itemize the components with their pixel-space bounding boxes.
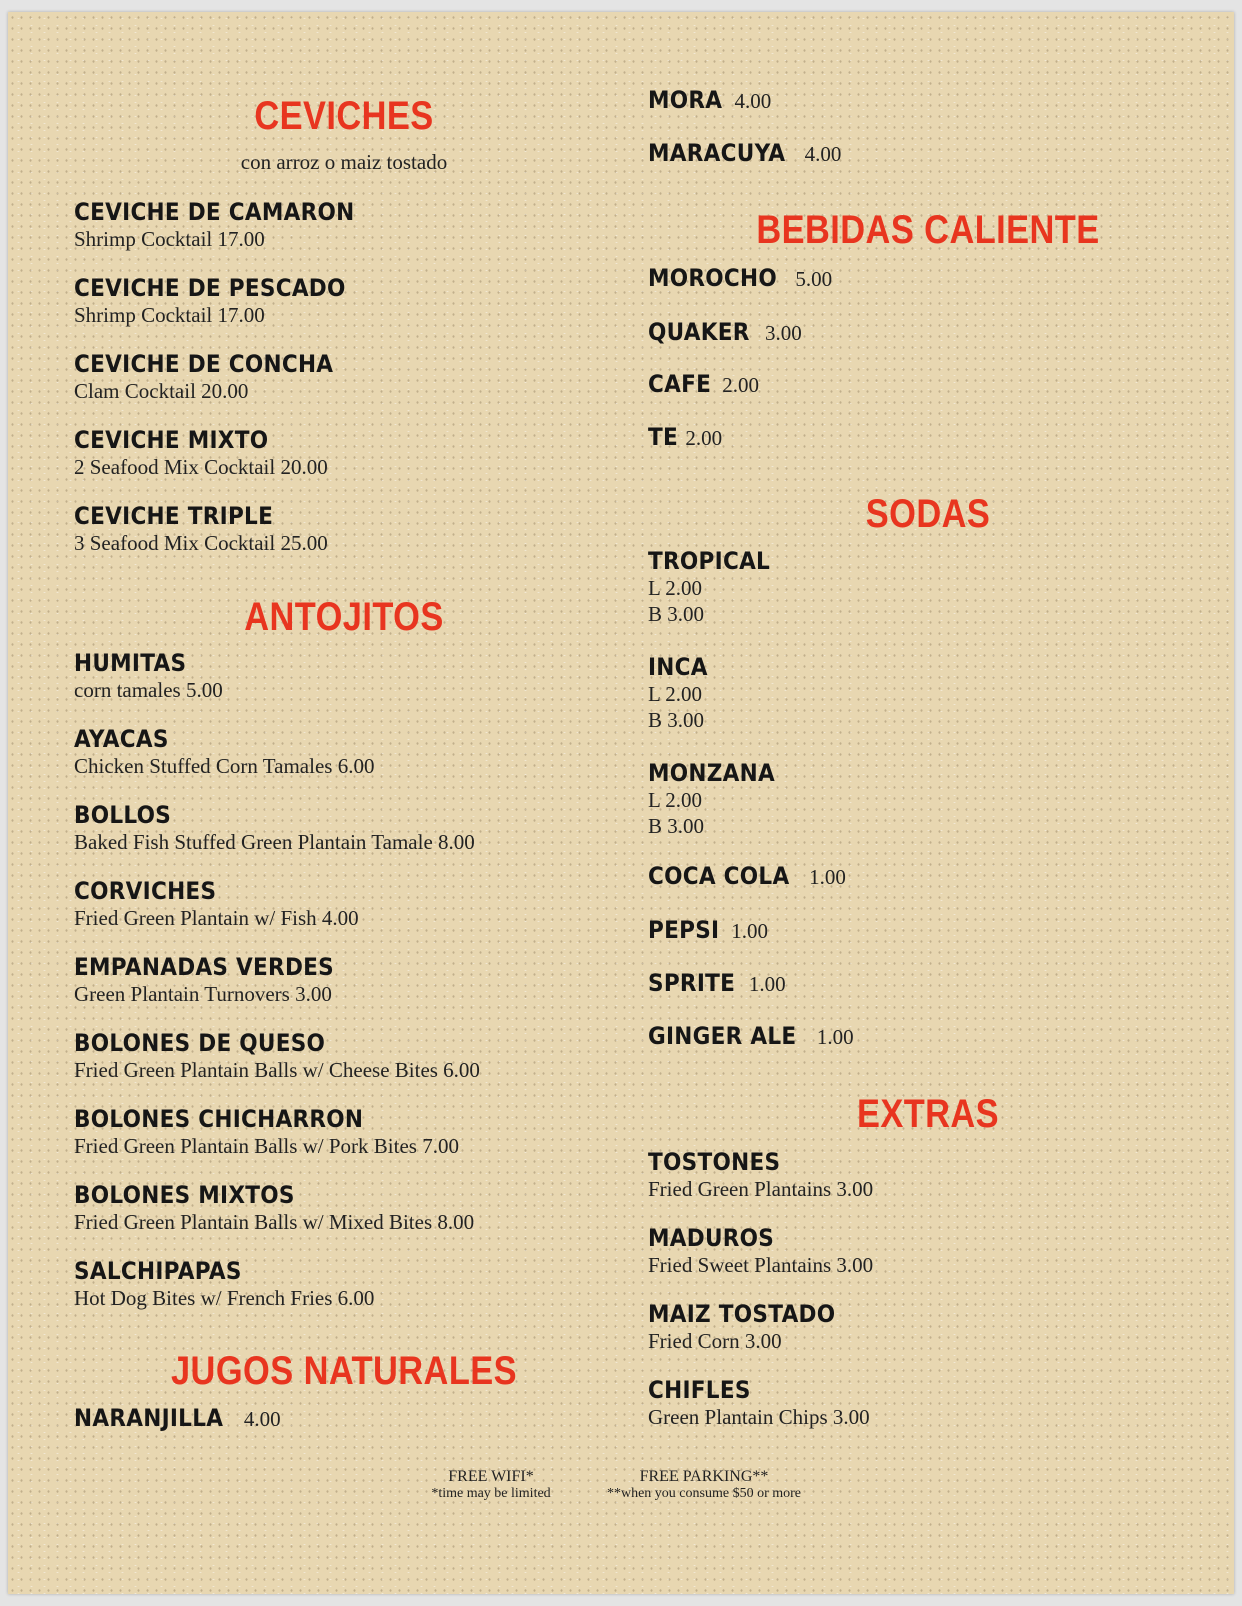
item-name: TOSTONES — [648, 1148, 781, 1176]
wifi-note: *time may be limited — [431, 1486, 551, 1501]
menu-item — [648, 1148, 873, 1202]
menu-item — [648, 423, 722, 451]
item-name: MOROCHO — [648, 264, 778, 292]
item-price: 5.00 — [795, 267, 833, 291]
item-desc: Shrimp Cocktail 17.00 — [74, 303, 265, 327]
item-price: 4.00 — [734, 89, 772, 113]
menu-item — [648, 862, 846, 890]
item-name: QUAKER — [648, 318, 750, 346]
menu-item — [74, 1404, 281, 1432]
item-desc: Baked Fish Stuffed Green Plantain Tamale 8.00 — [74, 830, 475, 854]
item-name: MORA — [648, 86, 723, 114]
menu-item — [648, 653, 714, 733]
menu-item — [648, 1300, 856, 1354]
antojitos-heading: ANTOJITOS — [244, 595, 444, 639]
menu-item — [648, 318, 802, 346]
item-price: 4.00 — [243, 1407, 281, 1431]
item-price: 4.00 — [804, 142, 842, 166]
extras-heading: EXTRAS — [856, 1092, 1000, 1136]
menu-item — [74, 801, 475, 855]
item-name: BOLONES CHICHARRON — [74, 1105, 364, 1133]
menu-item — [648, 916, 768, 944]
price-bottle: B 3.00 — [648, 814, 705, 838]
jugos-heading: JUGOS NATURALES — [170, 1349, 518, 1393]
menu-item — [648, 370, 759, 398]
menu-item — [74, 502, 328, 556]
item-name: CEVICHE DE CAMARON — [74, 198, 355, 226]
item-name: CEVICHE DE CONCHA — [74, 350, 334, 378]
item-desc: corn tamales 5.00 — [74, 678, 223, 702]
price-large: L 2.00 — [648, 788, 703, 812]
item-name: NARANJILLA — [74, 1404, 224, 1432]
item-desc: Shrimp Cocktail 17.00 — [74, 227, 265, 251]
wifi-label: FREE WIFI* — [448, 1468, 534, 1485]
price-bottle: B 3.00 — [648, 602, 705, 626]
menu-item — [648, 139, 841, 167]
menu-item — [648, 1022, 854, 1050]
item-desc: Fried Green Plantains 3.00 — [648, 1177, 874, 1201]
item-name: BOLONES MIXTOS — [74, 1181, 295, 1209]
item-desc: 3 Seafood Mix Cocktail 25.00 — [74, 531, 328, 555]
item-name: MAIZ TOSTADO — [648, 1300, 836, 1328]
item-name: CEVICHE DE PESCADO — [74, 274, 346, 302]
menu-item — [648, 547, 784, 627]
item-price: 1.00 — [748, 972, 786, 996]
item-name: HUMITAS — [74, 649, 187, 677]
menu-item — [648, 969, 786, 997]
price-large: L 2.00 — [648, 576, 703, 600]
item-desc: Clam Cocktail 20.00 — [74, 379, 249, 403]
item-desc: Fried Green Plantain Balls w/ Mixed Bites 8.00 — [74, 1210, 475, 1234]
item-price: 1.00 — [816, 1025, 854, 1049]
item-name: SPRITE — [648, 969, 736, 997]
menu-item — [74, 877, 359, 931]
menu-item — [648, 264, 832, 292]
menu-item — [74, 1029, 480, 1083]
item-price: 2.00 — [685, 426, 723, 450]
menu-page — [8, 12, 1234, 1594]
menu-item — [74, 274, 376, 328]
item-name: CHIFLES — [648, 1376, 751, 1404]
parking-label: FREE PARKING** — [639, 1468, 769, 1485]
sodas-heading: SODAS — [865, 492, 991, 536]
menu-item — [74, 1181, 474, 1235]
item-name: GINGER ALE — [648, 1022, 797, 1050]
price-large: L 2.00 — [648, 682, 703, 706]
item-name: MARACUYA — [648, 139, 786, 167]
item-name: EMPANADAS VERDES — [74, 953, 335, 981]
item-name: AYACAS — [74, 725, 169, 753]
item-name: TE — [648, 423, 679, 451]
item-name: CEVICHE MIXTO — [74, 426, 269, 454]
item-name: MADUROS — [648, 1224, 775, 1252]
item-price: 3.00 — [765, 321, 802, 345]
parking-note: **when you consume $50 or more — [606, 1486, 802, 1501]
item-desc: Green Plantain Turnovers 3.00 — [74, 982, 332, 1006]
item-desc: Fried Green Plantain Balls w/ Pork Bites 7.00 — [74, 1134, 459, 1158]
item-desc: Green Plantain Chips 3.00 — [648, 1405, 870, 1429]
menu-item — [74, 198, 386, 252]
item-desc: 2 Seafood Mix Cocktail 20.00 — [74, 455, 328, 479]
item-desc: Fried Corn 3.00 — [648, 1329, 782, 1353]
ceviches-heading: CEVICHES — [254, 94, 434, 138]
item-name: INCA — [648, 653, 708, 681]
menu-item — [648, 86, 771, 114]
item-name: TROPICAL — [648, 547, 771, 575]
menu-item — [648, 1224, 873, 1278]
item-price: 2.00 — [722, 373, 759, 397]
ceviches-subtitle: con arroz o maiz tostado — [240, 150, 448, 174]
item-name: BOLLOS — [74, 801, 172, 829]
menu-item — [648, 1376, 870, 1430]
item-desc: Fried Sweet Plantains 3.00 — [648, 1253, 874, 1277]
footer-parking — [584, 1468, 824, 1502]
menu-item — [74, 725, 374, 779]
item-name: SALCHIPAPAS — [74, 1257, 242, 1285]
item-name: CAFE — [648, 370, 712, 398]
footer-wifi — [406, 1468, 576, 1502]
item-desc: Hot Dog Bites w/ French Fries 6.00 — [74, 1286, 375, 1310]
menu-item — [74, 1105, 459, 1159]
item-price: 1.00 — [731, 919, 769, 943]
bebidas-heading: BEBIDAS CALIENTE — [756, 208, 1100, 252]
item-price: 1.00 — [809, 865, 846, 889]
menu-item — [648, 759, 789, 839]
item-desc: Fried Green Plantain Balls w/ Cheese Bites 6.00 — [74, 1058, 480, 1082]
price-bottle: B 3.00 — [648, 708, 705, 732]
item-desc: Fried Green Plantain w/ Fish 4.00 — [74, 906, 359, 930]
item-name: PEPSI — [648, 916, 720, 944]
menu-item — [74, 426, 328, 480]
menu-item — [74, 1257, 374, 1311]
item-name: CEVICHE TRIPLE — [74, 502, 274, 530]
item-name: CORVICHES — [74, 877, 217, 905]
menu-item — [74, 350, 362, 404]
item-name: COCA COLA — [648, 862, 790, 890]
item-name: MONZANA — [648, 759, 775, 787]
item-name: BOLONES DE QUESO — [74, 1029, 326, 1057]
item-desc: Chicken Stuffed Corn Tamales 6.00 — [74, 754, 375, 778]
menu-item — [74, 649, 223, 703]
menu-item — [74, 953, 363, 1007]
